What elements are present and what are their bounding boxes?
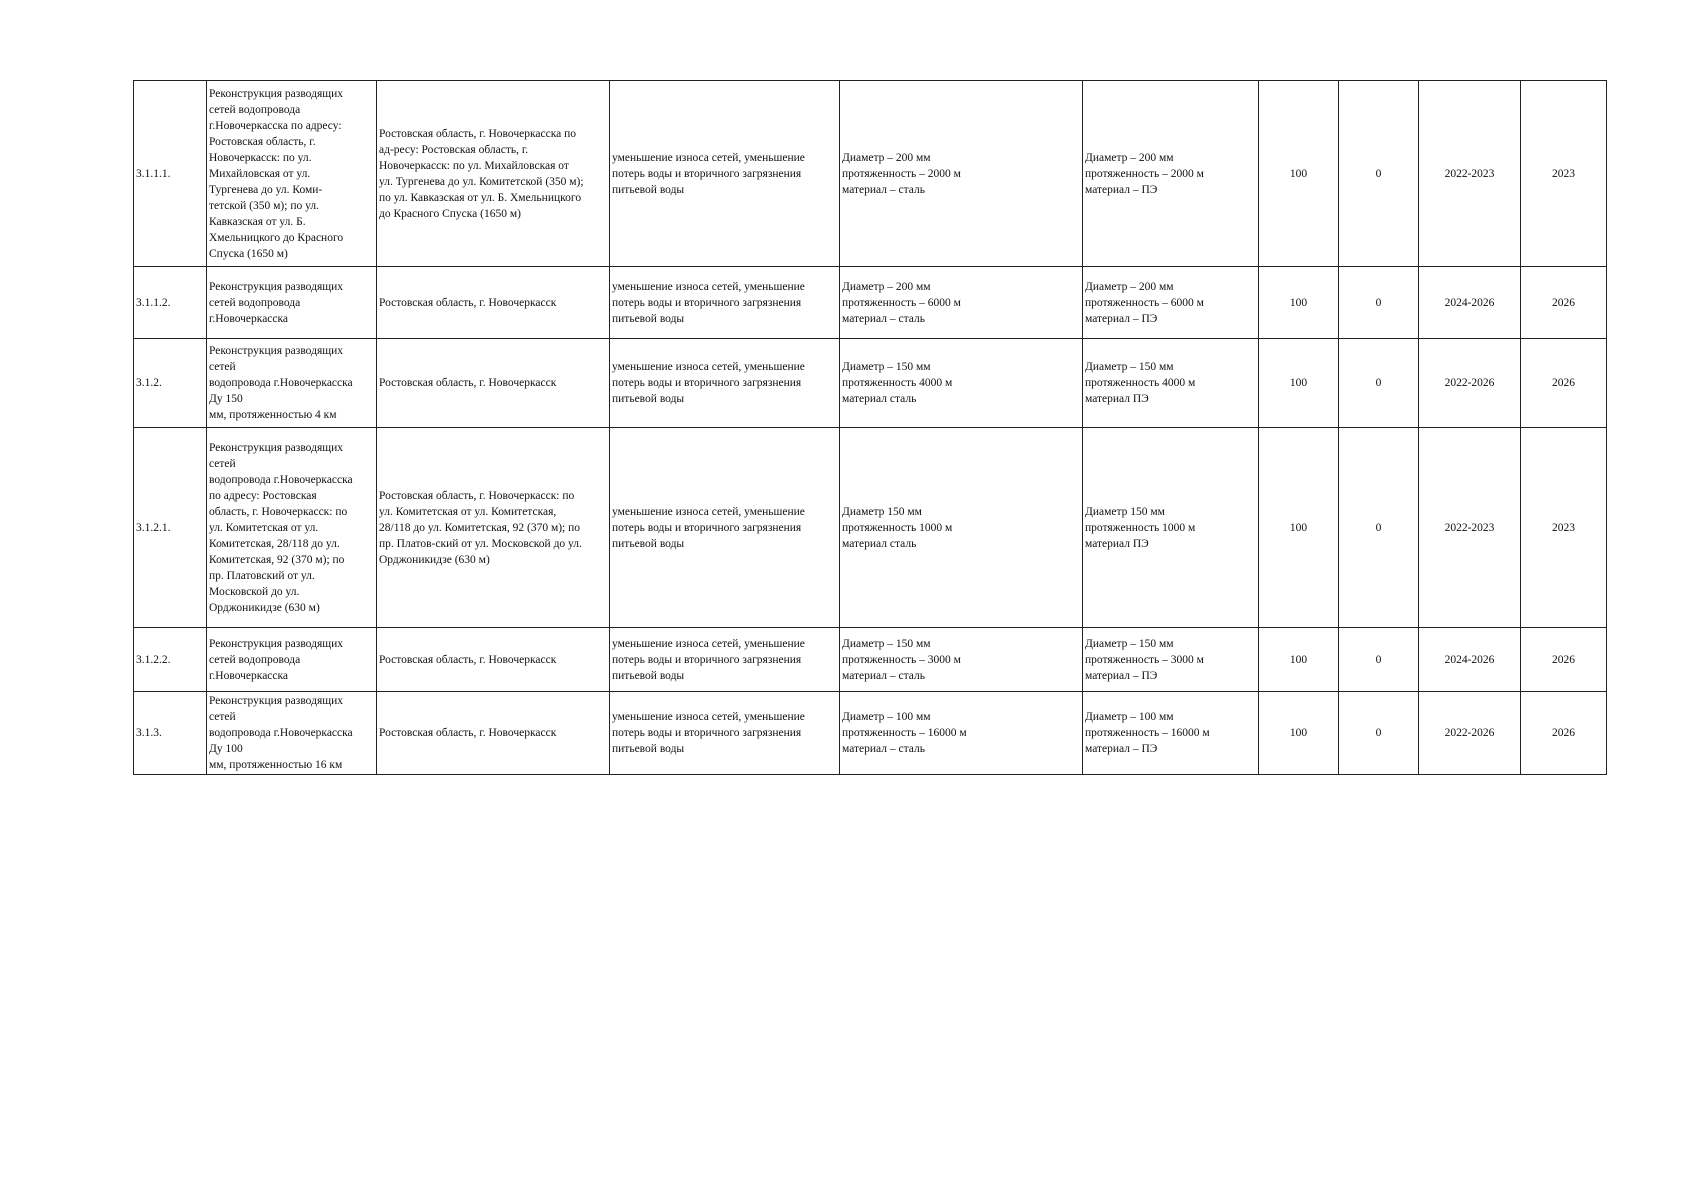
object-name: Реконструкция разводящих сетей водопровода г.Новочеркасска Ду 150 мм, протяженностью 4 км	[207, 339, 377, 428]
completion-year: 2026	[1521, 267, 1607, 339]
params-before: Диаметр 150 мм протяженность 1000 м материал сталь	[840, 428, 1083, 628]
object-location: Ростовская область, г. Новочеркасск	[377, 692, 610, 775]
row-number: 3.1.1.1.	[134, 81, 207, 267]
params-after: Диаметр – 200 мм протяженность – 2000 м материал – ПЭ	[1083, 81, 1259, 267]
object-name: Реконструкция разводящих сетей водопровода г.Новочеркасска	[207, 628, 377, 692]
period: 2022-2023	[1419, 428, 1521, 628]
object-location: Ростовская область, г. Новочеркасск	[377, 267, 610, 339]
row-number: 3.1.2.2.	[134, 628, 207, 692]
params-after: Диаметр – 150 мм протяженность 4000 м материал ПЭ	[1083, 339, 1259, 428]
params-after: Диаметр – 100 мм протяженность – 16000 м материал – ПЭ	[1083, 692, 1259, 775]
params-before: Диаметр – 150 мм протяженность – 3000 м материал – сталь	[840, 628, 1083, 692]
goal-text: уменьшение износа сетей, уменьшение потерь воды и вторичного загрязнения питьевой воды	[610, 267, 840, 339]
object-location: Ростовская область, г. Новочеркасска по ад-ресу: Ростовская область, г. Новочеркасск: по ул. Михайловская от ул. Тургенева до ул. Комитетской (350 м); по ул. Кавказская от ул. Б. Хмельницкого до Красного Спуска (1650 м)	[377, 81, 610, 267]
value-2: 0	[1339, 428, 1419, 628]
period: 2024-2026	[1419, 628, 1521, 692]
object-location: Ростовская область, г. Новочеркасск	[377, 628, 610, 692]
value-2: 0	[1339, 267, 1419, 339]
params-after: Диаметр – 150 мм протяженность – 3000 м материал – ПЭ	[1083, 628, 1259, 692]
completion-year: 2023	[1521, 428, 1607, 628]
row-number: 3.1.3.	[134, 692, 207, 775]
table-body	[134, 81, 1607, 775]
completion-year: 2026	[1521, 692, 1607, 775]
table-row	[134, 428, 1607, 628]
params-before: Диаметр – 200 мм протяженность – 2000 м материал – сталь	[840, 81, 1083, 267]
completion-year: 2026	[1521, 339, 1607, 428]
value-1: 100	[1259, 267, 1339, 339]
row-number: 3.1.2.1.	[134, 428, 207, 628]
goal-text: уменьшение износа сетей, уменьшение потерь воды и вторичного загрязнения питьевой воды	[610, 339, 840, 428]
value-2: 0	[1339, 628, 1419, 692]
params-after: Диаметр 150 мм протяженность 1000 м материал ПЭ	[1083, 428, 1259, 628]
goal-text: уменьшение износа сетей, уменьшение потерь воды и вторичного загрязнения питьевой воды	[610, 81, 840, 267]
params-before: Диаметр – 100 мм протяженность – 16000 м материал – сталь	[840, 692, 1083, 775]
row-number: 3.1.2.	[134, 339, 207, 428]
table-row	[134, 81, 1607, 267]
object-name: Реконструкция разводящих сетей водопровода г.Новочеркасска по адресу: Ростовская область, г. Новочеркасск: по ул. Комитетская от ул. Комитетская, 28/118 до ул. Комитетская, 92 (370 м); по пр. Платовский от ул. Московской до ул. Орджоникидзе (630 м)	[207, 428, 377, 628]
period: 2022-2026	[1419, 692, 1521, 775]
row-number: 3.1.1.2.	[134, 267, 207, 339]
table-row	[134, 628, 1607, 692]
object-location: Ростовская область, г. Новочеркасск: по ул. Комитетская от ул. Комитетская, 28/118 до ул. Комитетская, 92 (370 м); по пр. Платов-ский от ул. Московской до ул. Орджоникидзе (630 м)	[377, 428, 610, 628]
object-location: Ростовская область, г. Новочеркасск	[377, 339, 610, 428]
completion-year: 2023	[1521, 81, 1607, 267]
table-row	[134, 339, 1607, 428]
value-1: 100	[1259, 628, 1339, 692]
params-after: Диаметр – 200 мм протяженность – 6000 м материал – ПЭ	[1083, 267, 1259, 339]
value-1: 100	[1259, 339, 1339, 428]
table-row	[134, 267, 1607, 339]
table-row	[134, 692, 1607, 775]
completion-year: 2026	[1521, 628, 1607, 692]
object-name: Реконструкция разводящих сетей водопровода г.Новочеркасска по адресу: Ростовская область, г. Новочеркасск: по ул. Михайловская от ул. Тургенева до ул. Коми- тетской (350 м); по ул. Кавказская от ул. Б. Хмельницкого до Красного Спуска (1650 м)	[207, 81, 377, 267]
object-name: Реконструкция разводящих сетей водопровода г.Новочеркасска	[207, 267, 377, 339]
object-name: Реконструкция разводящих сетей водопровода г.Новочеркасска Ду 100 мм, протяженностью 16 км	[207, 692, 377, 775]
value-1: 100	[1259, 81, 1339, 267]
value-2: 0	[1339, 81, 1419, 267]
value-2: 0	[1339, 339, 1419, 428]
period: 2024-2026	[1419, 267, 1521, 339]
params-before: Диаметр – 150 мм протяженность 4000 м материал сталь	[840, 339, 1083, 428]
goal-text: уменьшение износа сетей, уменьшение потерь воды и вторичного загрязнения питьевой воды	[610, 692, 840, 775]
goal-text: уменьшение износа сетей, уменьшение потерь воды и вторичного загрязнения питьевой воды	[610, 428, 840, 628]
reconstruction-table	[133, 80, 1607, 775]
params-before: Диаметр – 200 мм протяженность – 6000 м материал – сталь	[840, 267, 1083, 339]
goal-text: уменьшение износа сетей, уменьшение потерь воды и вторичного загрязнения питьевой воды	[610, 628, 840, 692]
value-1: 100	[1259, 692, 1339, 775]
period: 2022-2023	[1419, 81, 1521, 267]
value-2: 0	[1339, 692, 1419, 775]
period: 2022-2026	[1419, 339, 1521, 428]
value-1: 100	[1259, 428, 1339, 628]
